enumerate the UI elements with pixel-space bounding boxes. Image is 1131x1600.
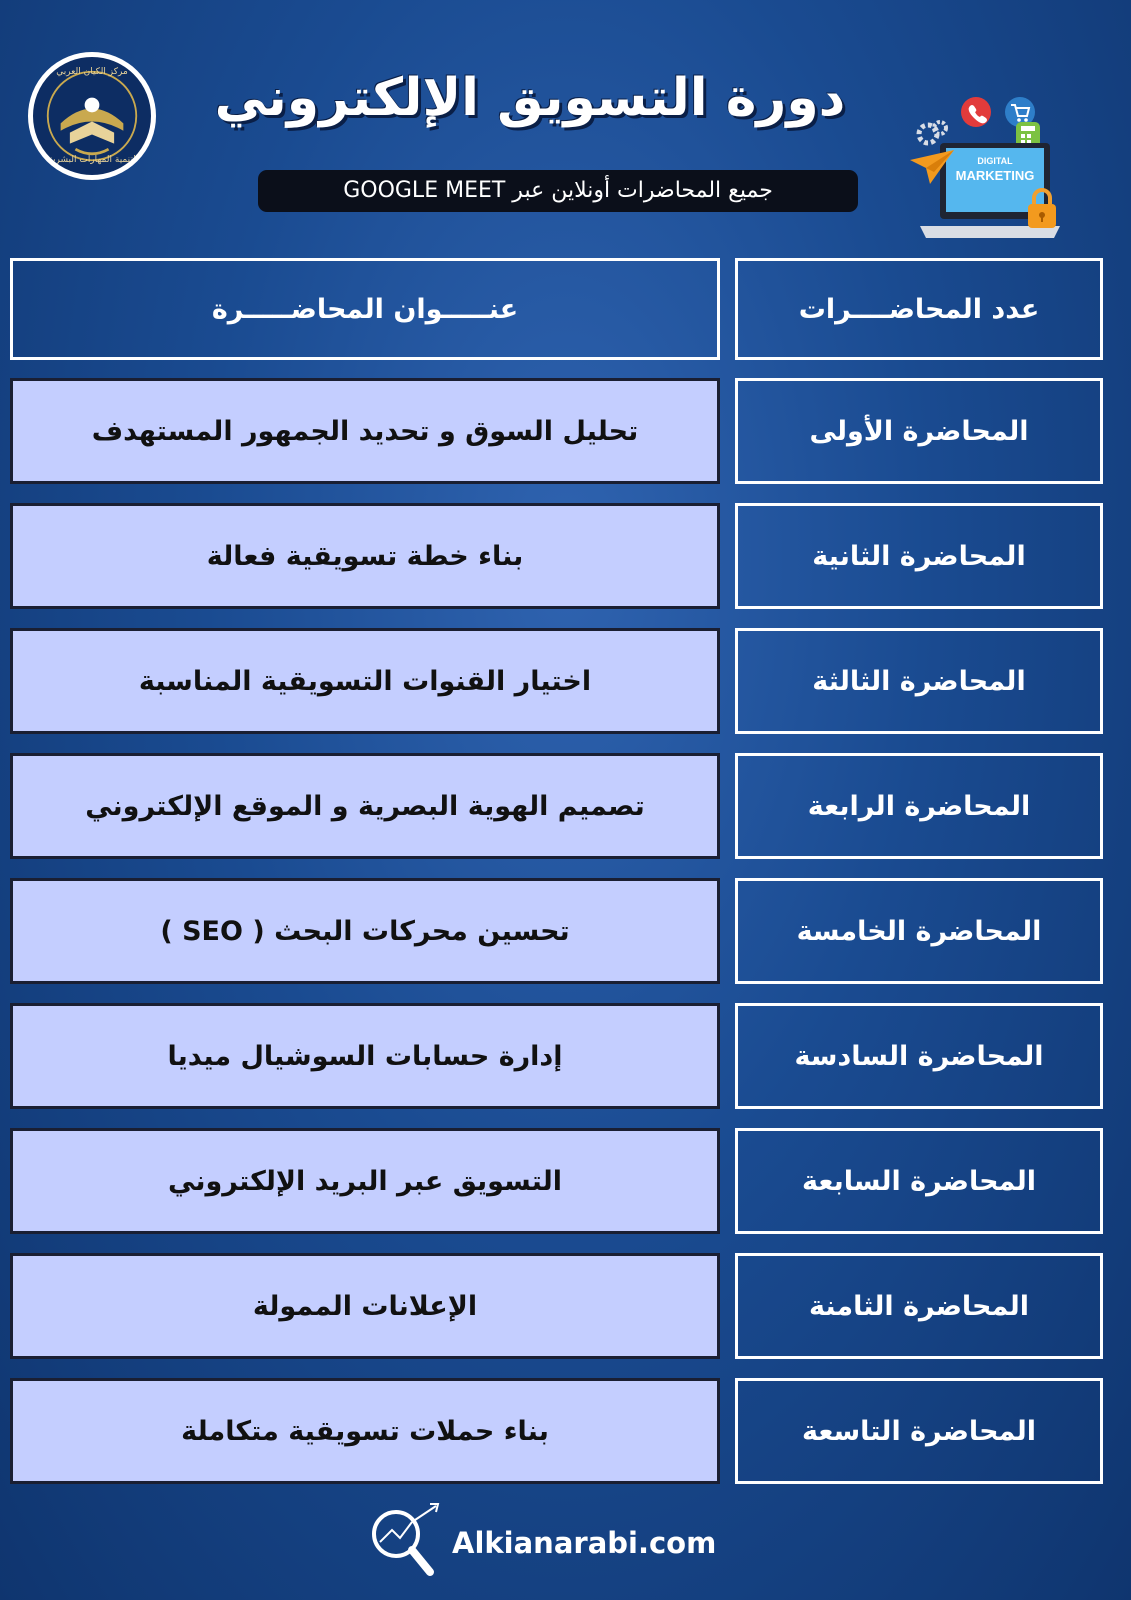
lecture-number-label: المحاضرة السابعة: [801, 1165, 1037, 1197]
digital-marketing-illustration: [910, 88, 1085, 253]
lecture-title-label: تصميم الهوية البصرية و الموقع الإلكتروني: [85, 790, 645, 822]
magnifier-growth-icon: [360, 1500, 450, 1582]
lecture-number-cell: [735, 1003, 1103, 1109]
lecture-number-cell: [735, 1378, 1103, 1484]
logo-arc-bottom-text: لتنمية المهارات البشرية: [48, 155, 136, 165]
lecture-title-label: الإعلانات الممولة: [252, 1290, 478, 1322]
footer: [360, 1500, 720, 1582]
lecture-title-label: تحليل السوق و تحديد الجمهور المستهدف: [91, 415, 639, 447]
lecture-number-label: المحاضرة الخامسة: [796, 915, 1042, 947]
lecture-number-cell: [735, 878, 1103, 984]
lecture-title-cell: [10, 753, 720, 859]
lecture-number-cell: [735, 378, 1103, 484]
lecture-title-cell: [10, 1128, 720, 1234]
lecture-title-label: التسويق عبر البريد الإلكتروني: [168, 1165, 562, 1197]
gear-icon: [919, 122, 946, 143]
header-title-cell: [10, 258, 720, 360]
lecture-number-label: المحاضرة الثالثة: [812, 665, 1026, 697]
website-link[interactable]: Alkianarabi.com: [452, 1526, 717, 1560]
lecture-title-label: إدارة حسابات السوشيال ميديا: [167, 1040, 563, 1072]
organization-logo: [28, 52, 156, 180]
lecture-title-label: تحسين محركات البحث ( SEO ): [160, 915, 570, 947]
lecture-number-label: المحاضرة الأولى: [809, 415, 1029, 447]
lecture-title-cell: [10, 503, 720, 609]
subtitle-banner: جميع المحاضرات أونلاين عبر GOOGLE MEET: [258, 170, 858, 212]
lecture-title-label: بناء خطة تسويقية فعالة: [206, 540, 524, 572]
header-title-label: عنـــــوان المحاضـــــرة: [211, 293, 519, 325]
logo-arc-top-text: مركز الكيان العربي: [56, 67, 128, 77]
lecture-number-cell: [735, 1253, 1103, 1359]
page-title: دورة التسويق الإلكتروني: [214, 68, 846, 128]
illustration-label-line1: DIGITAL: [977, 156, 1013, 166]
lecture-title-cell: [10, 878, 720, 984]
lecture-number-cell: [735, 753, 1103, 859]
lecture-number-label: المحاضرة التاسعة: [801, 1415, 1037, 1447]
lecture-number-cell: [735, 503, 1103, 609]
lecture-number-cell: [735, 628, 1103, 734]
lecture-title-label: بناء حملات تسويقية متكاملة: [181, 1415, 549, 1447]
lecture-title-cell: [10, 1378, 720, 1484]
lecture-number-label: المحاضرة الرابعة: [807, 790, 1031, 822]
illustration-label-line2: MARKETING: [955, 168, 1035, 183]
lecture-title-cell: [10, 628, 720, 734]
lecture-number-cell: [735, 1128, 1103, 1234]
lecture-number-label: المحاضرة السادسة: [794, 1040, 1044, 1072]
lecture-title-cell: [10, 1003, 720, 1109]
lecture-title-cell: [10, 378, 720, 484]
phone-icon: [961, 97, 991, 127]
header-number-label: عدد المحاضــــرات: [798, 293, 1040, 325]
lecture-title-label: اختيار القنوات التسويقية المناسبة: [138, 665, 592, 697]
lecture-number-label: المحاضرة الثانية: [812, 540, 1026, 572]
lecture-number-label: المحاضرة الثامنة: [809, 1290, 1029, 1322]
lecture-title-cell: [10, 1253, 720, 1359]
header-number-cell: [735, 258, 1103, 360]
